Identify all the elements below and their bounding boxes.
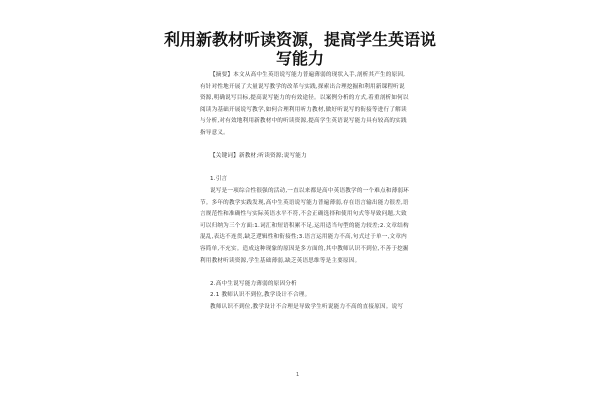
title-line-2: 写能力: [275, 49, 324, 68]
section-1-heading: 1.引言: [210, 176, 228, 183]
page-number: 1: [296, 372, 300, 378]
title-line-1: 利用新教材听读资源，提高学生英语说: [163, 30, 436, 49]
spacer: [200, 163, 410, 175]
spacer: [200, 140, 410, 152]
keywords-paragraph: 【关键词】新教材;听读资源;说写能力: [210, 153, 307, 160]
section-2-body: 教师认识不到位,教学设计不合理是导致学生听说能力不高的直接原因。说写: [210, 303, 404, 310]
spacer: [200, 267, 410, 279]
section-2-heading: 2.高中生说写能力薄弱的原因分析: [210, 280, 297, 287]
abstract-paragraph: 【摘要】本文从高中生英语说写能力普遍薄弱的现状入手,剖析其产生的原因,有针对性地开展了大量说写教学的改革与实践,探索出合理挖掘和利用新课程听说资源,明确说写目标,提高说写能力的有效途径。以案例分析的方式,着重剖析如何以阅读为基础开展说写教学,如何合理利用听力教材,做好听说写的衔接等进行了解读与分析,对有效地利用新教材中的听读资源,提高学生英语说写能力具有较高的实践指导意义。: [200, 72, 409, 136]
section-1-body: 说写是一项综合性很强的活动,一直以来都是高中英语教学的一个难点和薄弱环节。多年的教学实践发现,高中生英语说写能力普遍薄弱,存在语言输出能力很差,语言规范性和准确性与实际英语水平不符,不会正确选择和使用句式等导致问题,大致可以归纳为三个方面:1.词汇和短语积累不足,运用适当句型的能力较差;2.文章结构混乱,表达不连贯,缺乏逻辑性和衔接性;3.语言运用能力不高,句式过于单一,文章内容简单,不充实。造成这种现象的原因是多方面的,其中教师认识不到位,不善于挖掘利用教材听读资源,学生基础薄弱,缺乏英语思维等是主要原因。: [200, 187, 409, 264]
page-title: [150, 30, 450, 68]
section-2-subheading: 2.1 教师认识不到位,教学设计不合理。: [210, 292, 311, 299]
document-body: [200, 70, 410, 313]
